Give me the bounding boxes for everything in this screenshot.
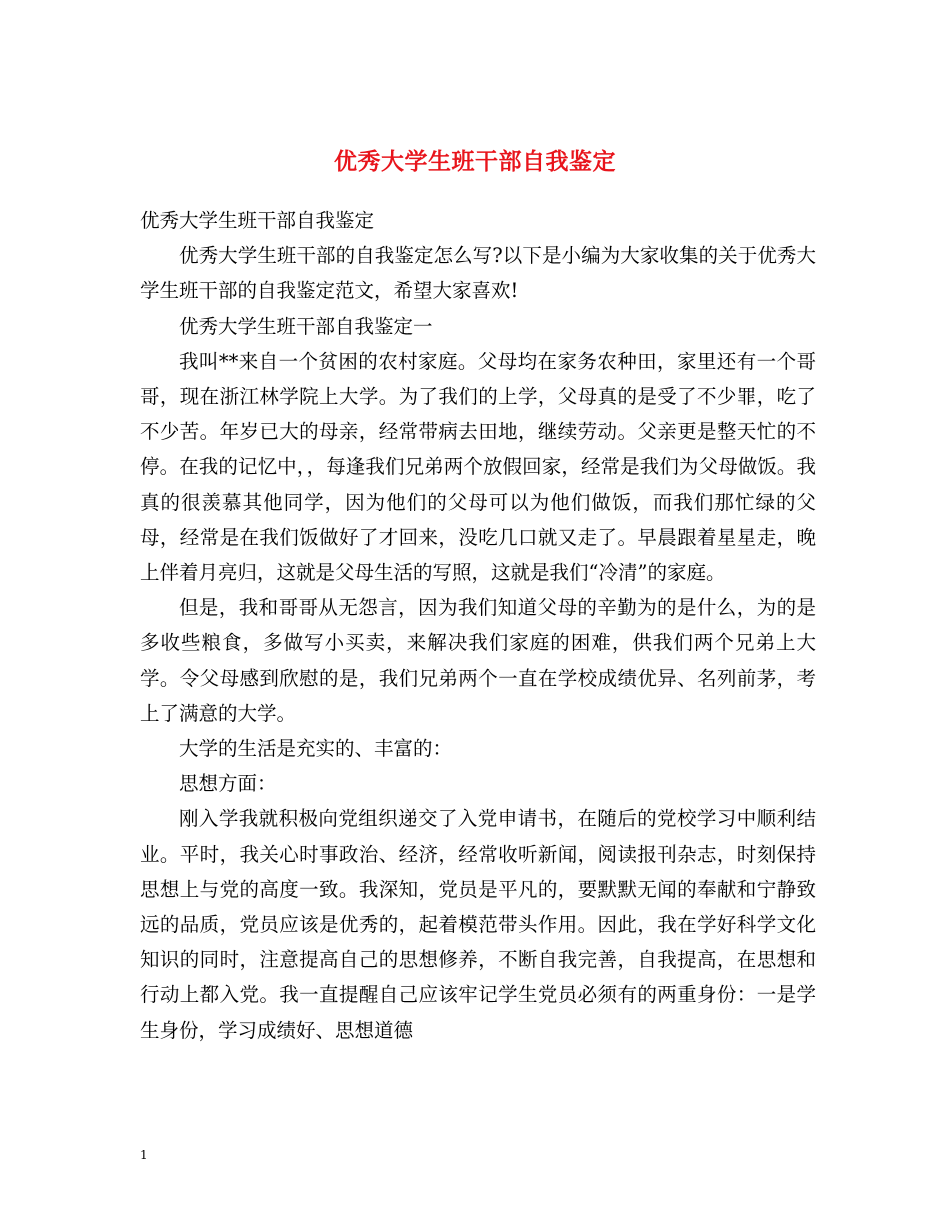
document-title: 优秀大学生班干部自我鉴定 bbox=[334, 148, 616, 176]
body-paragraph: 我叫**来自一个贫困的农村家庭。父母均在家务农种田，家里还有一个哥哥，现在浙江林学院上大学。为了我们的上学，父母真的是受了不少罪，吃了不少苦。年岁已大的母亲，经常带病去田地，继续劳动。父亲更是整天忙的不停。在我的记忆中，，每逢我们兄弟两个放假回家，经常是我们为父母做饭。我真的很羡慕其他同学，因为他们的父母可以为他们做饭，而我们那忙绿的父母，经常是在我们饭做好了才回来，没吃几口就又走了。早晨跟着星星走，晚上伴着月亮归，这就是父母生活的写照，这就是我们“冷清”的家庭。 bbox=[140, 349, 816, 585]
page-number: 1 bbox=[140, 1148, 148, 1162]
body-paragraph: 但是，我和哥哥从无怨言，因为我们知道父母的辛勤为的是什么，为的是多收些粮食，多做写小买卖，来解决我们家庭的困难，供我们两个兄弟上大学。令父母感到欣慰的是，我们兄弟两个一直在学校成绩优异、名列前茅，考上了满意的大学。 bbox=[140, 596, 816, 725]
body-paragraph: 优秀大学生班干部的自我鉴定怎么写?以下是小编为大家收集的关于优秀大学生班干部的自我鉴定范文，希望大家喜欢! bbox=[140, 244, 816, 303]
body-paragraph: 刚入学我就积极向党组织递交了入党申请书，在随后的党校学习中顺利结业。平时，我关心时事政治、经济，经常收听新闻，阅读报刊杂志，时刻保持思想上与党的高度一致。我深知，党员是平凡的，要默默无闻的奉献和宁静致远的品质，党员应该是优秀的，起着模范带头作用。因此，我在学好科学文化知识的同时，注意提高自己的思想修养，不断自我完善，自我提高，在思想和行动上都入党。我一直提醒自己应该牢记学生党员必须有的两重身份：一是学生身份，学习成绩好、思想道德 bbox=[140, 807, 816, 1042]
body-paragraph: 优秀大学生班干部自我鉴定 bbox=[140, 209, 375, 232]
body-paragraph: 思想方面： bbox=[179, 772, 277, 796]
document-body bbox=[140, 203, 816, 1048]
body-paragraph: 大学的生活是充实的、丰富的： bbox=[179, 737, 453, 761]
body-paragraph: 优秀大学生班干部自我鉴定一 bbox=[179, 314, 433, 338]
